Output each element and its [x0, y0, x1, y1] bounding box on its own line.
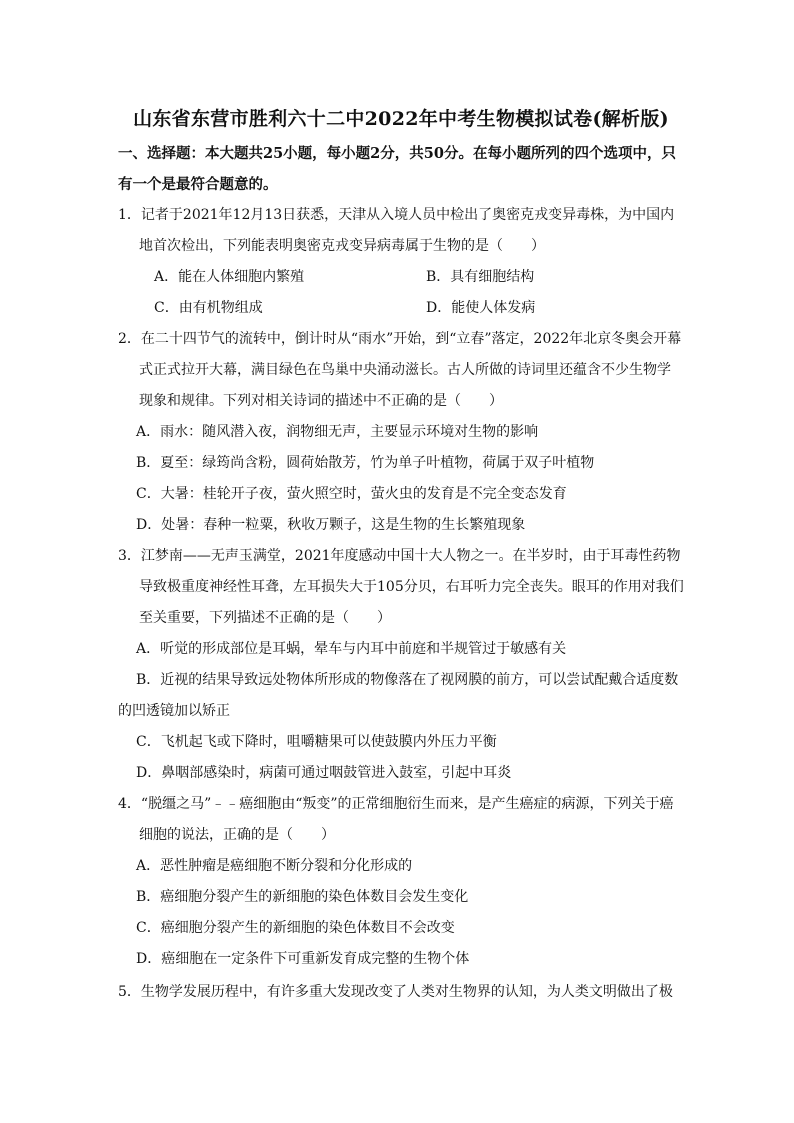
option-a: A．能在人体细胞内繁殖 [154, 269, 305, 285]
option-b-line2: 的凹透镜加以矫正 [118, 703, 230, 719]
option-b: B．癌细胞分裂产生的新细胞的染色体数目会发生变化 [136, 889, 469, 905]
question-5 [118, 977, 684, 1008]
option-d: D．能使人体发病 [426, 300, 536, 316]
option-b-line1: B．近视的结果导致远处物体所形成的物像落在了视网膜的前方，可以尝试配戴合适度数 [136, 672, 679, 688]
option-c: C．大暑：桂轮开子夜，萤火照空时，萤火虫的发育是不完全变态发育 [136, 486, 567, 502]
option-d: D．癌细胞在一定条件下可重新发育成完整的生物个体 [136, 951, 470, 967]
section-heading-line1: 一、选择题：本大题共25小题，每小题2分，共50分。在每小题所列的四个选项中，只 [118, 145, 676, 162]
option-c: C．癌细胞分裂产生的新细胞的染色体数目不会改变 [136, 920, 455, 936]
question-2 [118, 324, 684, 541]
question-stem: 4．“脱缰之马”﹣﹣癌细胞由“叛变”的正常细胞衍生而来，是产生癌症的病源，下列关于癌细胞的说法，正确的是（ ） [118, 796, 674, 843]
option-b: B．夏至：绿筠尚含粉，圆荷始散芳，竹为单子叶植物，荷属于双子叶植物 [136, 455, 595, 471]
option-d: D．鼻咽部感染时，病菌可通过咽鼓管进入鼓室，引起中耳炎 [136, 765, 512, 781]
options-grid [118, 262, 684, 324]
option-a: A．恶性肿瘤是癌细胞不断分裂和分化形成的 [136, 858, 413, 874]
option-a: A．听觉的形成部位是耳蜗，晕车与内耳中前庭和半规管过于敏感有关 [136, 641, 567, 657]
question-stem: 3．江梦南——无声玉满堂，2021年度感动中国十大人物之一。在半岁时，由于耳毒性药物导致极重度神经性耳聋，左耳损失大于105分贝，右耳听力完全丧失。眼耳的作用对我们至关重要，下列描述不正确的是（ ） [118, 548, 684, 626]
option-b: B．具有细胞结构 [426, 269, 535, 285]
section-heading-line2: 有一个是最符合题意的。 [118, 176, 278, 193]
option-c: C．飞机起飞或下降时，咀嚼糖果可以使鼓膜内外压力平衡 [136, 734, 497, 750]
option-b [118, 665, 684, 727]
page-title: 山东省东营市胜利六十二中2022年中考生物模拟试卷(解析版) [133, 108, 669, 130]
question-1 [118, 200, 684, 324]
question-stem: 2．在二十四节气的流转中，倒计时从“雨水”开始，到“立春”落定，2022年北京冬奥会开幕式正式拉开大幕，满目绿色在鸟巢中央涌动滋长。古人所做的诗词里还蕴含不少生物学现象和规律。下列对相关诗词的描述中不正确的是（ ） [118, 331, 682, 409]
question-4 [118, 789, 684, 975]
option-a: A．雨水：随风潜入夜，润物细无声，主要显示环境对生物的影响 [136, 424, 539, 440]
option-d: D．处暑：春种一粒粟，秋收万颗子，这是生物的生长繁殖现象 [136, 517, 526, 533]
option-c: C．由有机物组成 [154, 300, 263, 316]
question-stem: 1．记者于2021年12月13日获悉，天津从入境人员中检出了奥密克戎变异毒株，为中国内地首次检出，下列能表明奥密克戎变异病毒属于生物的是（ ） [118, 207, 675, 254]
question-3 [118, 541, 684, 789]
question-stem: 5．生物学发展历程中，有许多重大发现改变了人类对生物界的认知，为人类文明做出了极 [118, 984, 673, 1000]
section-heading [118, 138, 684, 200]
